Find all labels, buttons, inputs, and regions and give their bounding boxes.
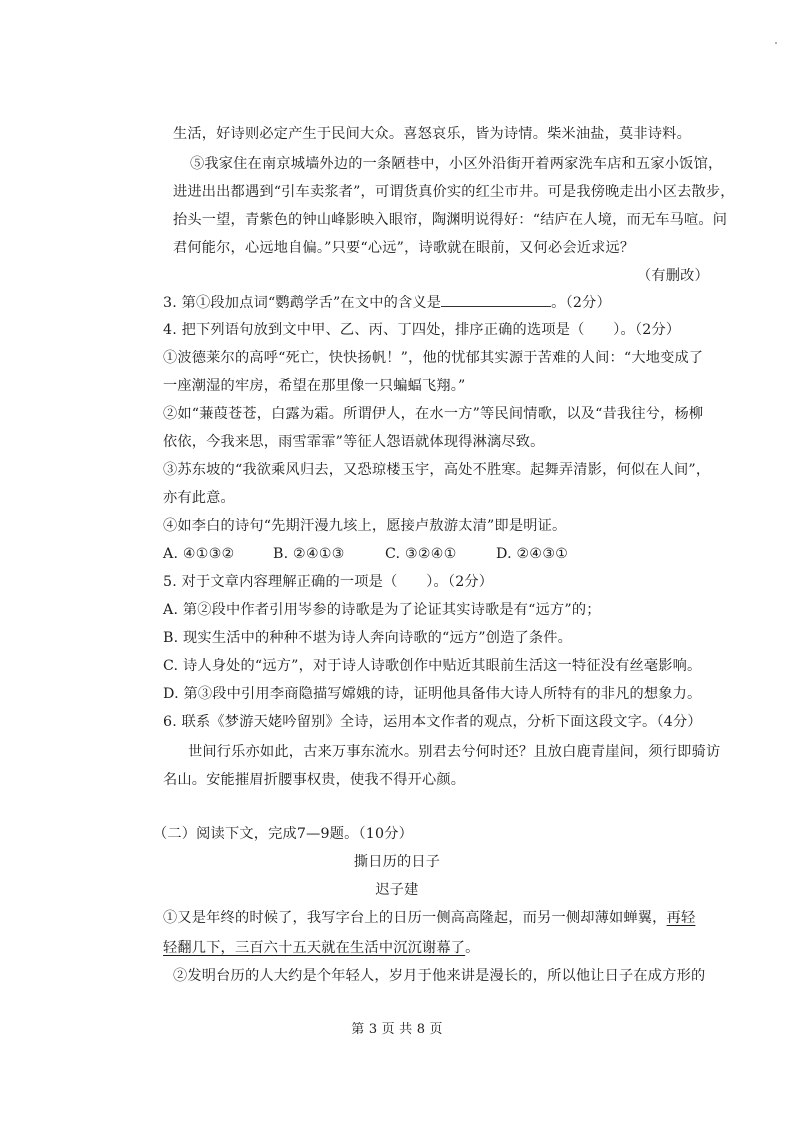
question-4-option-c[interactable]: C. ③②④① xyxy=(385,546,457,562)
question-4-item-1b: 一座潮湿的牢房，希望在那里像一只蝙蝠飞翔。” xyxy=(163,378,466,394)
article-paragraph-1-line-1 xyxy=(163,908,695,928)
paragraph-1-end: 。 xyxy=(465,940,480,956)
question-6-quote-line-1: 世间行乐亦如此，古来万事东流水。别君去兮何时还？且放白鹿青崖间，须行即骑访 xyxy=(188,744,721,760)
question-4-item-3b: 亦有此意。 xyxy=(163,490,235,506)
paragraph-5-line-4: 君何能尔，心远地自偏。”只要“心远”，诗歌就在眼前，又何必会近求远？ xyxy=(173,240,635,256)
paragraph-4-end: 生活，好诗则必定产生于民间大众。喜怒哀乐，皆为诗情。柴米油盐，莫非诗料。 xyxy=(173,126,691,142)
question-6-stem: 6. 联系《梦游天姥吟留别》全诗，运用本文作者的观点，分析下面这段文字。（4分） xyxy=(163,714,702,730)
question-5-option-b[interactable]: B. 现实生活中的种种不堪为诗人奔向诗歌的“远方”创造了条件。 xyxy=(163,630,573,646)
question-5-option-d[interactable]: D. 第③段中引用李商隐描写嫦娥的诗，证明他具备伟大诗人所特有的非凡的想象力。 xyxy=(163,686,702,702)
question-6-quote-line-2: 名山。安能摧眉折腰事权贵，使我不得开心颜。 xyxy=(163,772,466,788)
paragraph-5-line-2: 进进出出都遇到“引车卖浆者”，可谓货真价实的红尘市井。可是我傍晚走出小区去散步， xyxy=(173,184,735,200)
page-number-footer: 第 3 页 共 8 页 xyxy=(351,1022,443,1037)
question-3 xyxy=(163,292,611,313)
question-5-stem: 5. 对于文章内容理解正确的一项是（ ）。（2分） xyxy=(163,574,494,590)
underlined-sentence-end: 轻翻几下，三百六十五天就在生活中沉沉谢幕了 xyxy=(163,940,466,956)
answer-blank[interactable] xyxy=(441,292,551,307)
scan-speck xyxy=(775,42,777,44)
question-5-option-c[interactable]: C. 诗人身处的“远方”，对于诗人诗歌创作中贴近其眼前生活这一特征没有丝毫影响。 xyxy=(163,658,702,674)
article-title: 撕日历的日子 xyxy=(353,854,441,870)
article-author: 迟子建 xyxy=(375,882,419,898)
article-paragraph-1-line-2 xyxy=(163,938,480,958)
question-4-item-4: ④如李白的诗句“先期汗漫九垓上，愿接卢敖游太清”即是明证。 xyxy=(163,518,567,534)
question-4-item-1a: ①波德莱尔的高呼“死亡，快快扬帆！”，他的忧郁其实源于苦难的人间：“大地变成了 xyxy=(163,350,704,366)
question-4-item-2b: 依依，今我来思，雨雪霏霏”等征人怨语就体现得淋漓尽致。 xyxy=(163,434,545,450)
section-2-heading: （二）阅读下文，完成7—9题。（10分） xyxy=(153,826,414,842)
question-4-item-3a: ③苏东坡的“我欲乘风归去，又恐琼楼玉宇，高处不胜寒。起舞弄清影，何似在人间”， xyxy=(163,462,711,478)
question-4-option-d[interactable]: D. ②④③① xyxy=(496,546,569,562)
article-paragraph-2-line-1: ②发明台历的人大约是个年轻人，岁月于他来讲是漫长的，所以他让日子在成方形的 xyxy=(173,968,706,984)
question-4-stem: 4. 把下列语句放到文中甲、乙、丙、丁四处，排序正确的选项是（ ）。（2分） xyxy=(163,322,681,338)
question-3-prefix: 3. 第①段加点词“鹦鹉学舌”在文中的含义是 xyxy=(163,295,442,311)
question-4-item-2a: ②如“蒹葭苍苍，白露为霜。所谓伊人，在水一方”等民间情歌，以及“昔我往兮，杨柳 xyxy=(163,406,704,422)
question-3-suffix: 。（2分） xyxy=(551,295,611,311)
question-4-option-b[interactable]: B. ②④①③ xyxy=(273,546,345,562)
paragraph-1-text: ①又是年终的时候了，我写字台上的日历一侧高高隆起，而另一侧却薄如蝉翼， xyxy=(163,910,667,926)
paragraph-5-line-1: ⑤我家住在南京城墙外边的一条陋巷中，小区外沿街开着两家洗车店和五家小饭馆， xyxy=(190,156,723,172)
source-note: （有删改） xyxy=(637,268,709,284)
underlined-sentence-start: 再轻 xyxy=(666,910,696,926)
question-5-option-a[interactable]: A. 第②段中作者引用岑参的诗歌是为了论证其实诗歌是有“远方”的； xyxy=(163,602,601,618)
paragraph-5-line-3: 抬头一望，青紫色的钟山峰影映入眼帘，陶渊明说得好：“结庐在人境，而无车马喧。问 xyxy=(173,212,728,228)
question-4-option-a[interactable]: A. ④①③② xyxy=(163,546,235,562)
